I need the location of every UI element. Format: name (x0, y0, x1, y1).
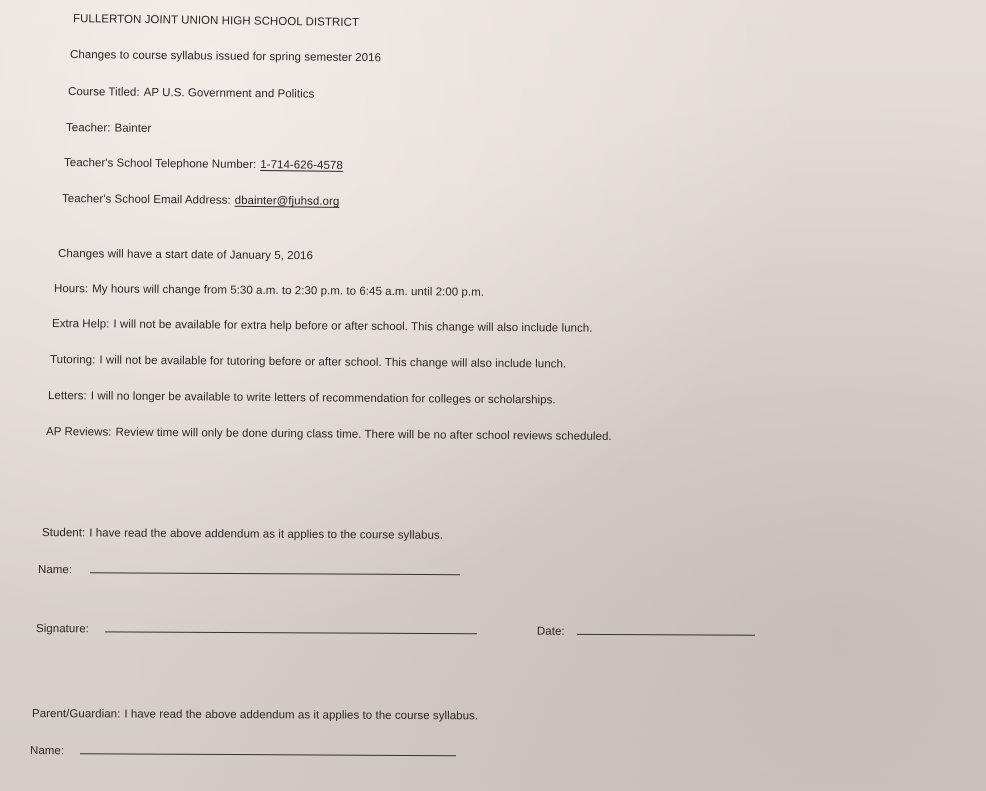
phone-label: Teacher's School Telephone Number: (63, 157, 257, 172)
student-date-label: Date: (536, 625, 565, 638)
email-line (62, 193, 339, 208)
student-signature-line (36, 623, 755, 639)
district-heading (73, 13, 359, 29)
student-name-blank[interactable] (90, 571, 460, 575)
email-value: dbainter@fjuhsd.org (234, 194, 340, 208)
course-label: Course Titled: (67, 86, 140, 99)
course-value: AP U.S. Government and Politics (143, 86, 315, 101)
parent-name-line (30, 745, 456, 759)
letters-text: I will no longer be available to write letters of recommendation for colleges or scholarships. (90, 390, 556, 407)
extra-help-label: Extra Help: (51, 318, 110, 331)
letters-label: Letters: (47, 390, 87, 403)
start-date-text: Changes will have a start date of January 5, 2016 (57, 248, 314, 263)
course-title-line (68, 86, 315, 101)
student-date-blank[interactable] (577, 633, 755, 636)
hours-text: My hours will change from 5:30 a.m. to 2:30 p.m. to 6:45 a.m. until 2:00 p.m. (92, 283, 485, 299)
changes-issued-text: Changes to course syllabus issued for spring semester 2016 (69, 49, 382, 65)
parent-name-blank[interactable] (80, 752, 456, 756)
ap-reviews-line (46, 426, 612, 443)
student-signature-label: Signature: (35, 623, 89, 636)
start-date-line (58, 248, 313, 262)
tutoring-label: Tutoring: (49, 354, 96, 367)
parent-name-label: Name: (29, 745, 65, 758)
student-statement-label: Student: (41, 527, 86, 540)
teacher-label: Teacher: (65, 122, 111, 135)
student-statement-line (42, 527, 443, 542)
parent-statement-text: I have read the above addendum as it applies to the course syllabus. (124, 708, 479, 723)
ap-reviews-text: Review time will only be done during class time. There will be no after school reviews scheduled. (115, 426, 612, 443)
email-label: Teacher's School Email Address: (61, 193, 231, 207)
teacher-value: Bainter (114, 122, 152, 135)
hours-line (54, 283, 484, 299)
tutoring-text: I will not be available for tutoring before or after school. This change will also include lunch. (99, 354, 567, 371)
changes-issued-line (70, 49, 381, 64)
student-statement-text: I have read the above addendum as it applies to the course syllabus. (89, 527, 444, 542)
student-name-label: Name: (37, 564, 73, 577)
letters-line (48, 390, 556, 406)
phone-line (64, 157, 343, 172)
hours-label: Hours: (53, 283, 89, 296)
student-signature-blank[interactable] (105, 630, 477, 634)
extra-help-line (52, 318, 593, 335)
phone-value: 1-714-626-4578 (260, 159, 343, 172)
student-name-line (38, 564, 460, 578)
parent-statement-label: Parent/Guardian: (31, 708, 121, 721)
ap-reviews-label: AP Reviews: (45, 426, 112, 439)
tutoring-line (50, 354, 566, 371)
parent-statement-line (32, 708, 478, 722)
teacher-line (66, 122, 151, 135)
district-name: FULLERTON JOINT UNION HIGH SCHOOL DISTRICT (72, 13, 360, 29)
extra-help-text: I will not be available for extra help before or after school. This change will also include lunch. (113, 318, 593, 335)
